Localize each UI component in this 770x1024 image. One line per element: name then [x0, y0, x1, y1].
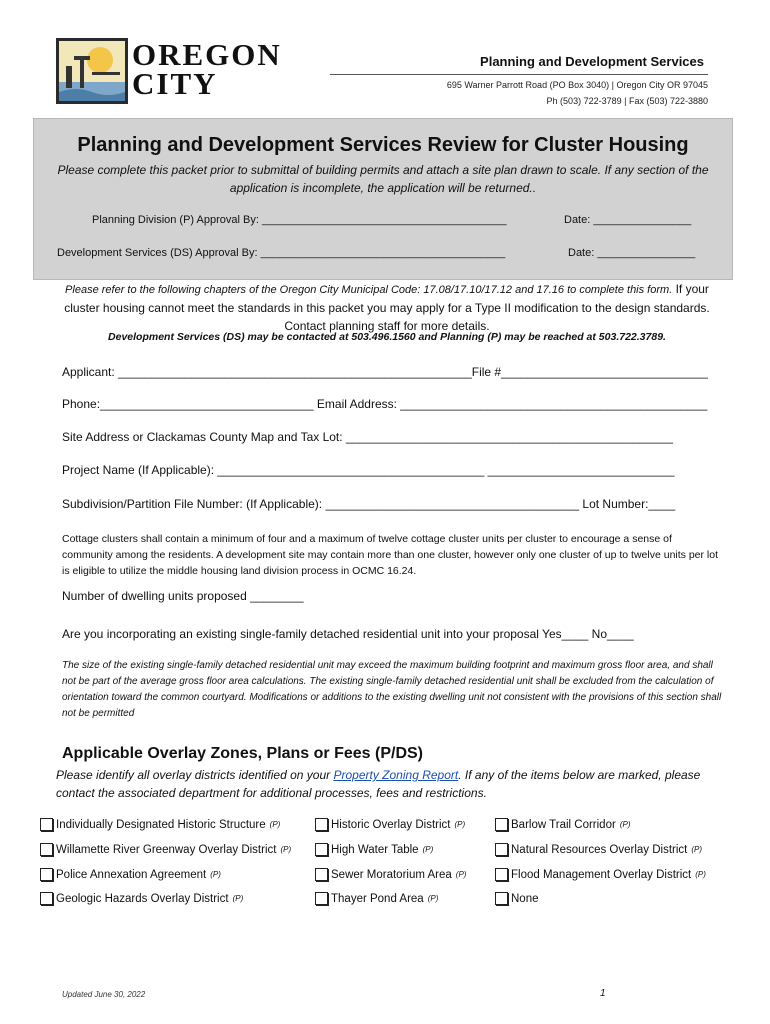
ds-approval-date[interactable]: Date: ________________ [568, 247, 696, 259]
overlay-checkbox-natural-resources[interactable] [495, 843, 702, 856]
overlay-desc-before: Please identify all overlay districts identified on your [56, 768, 334, 782]
checkbox-label: None [511, 892, 539, 905]
overlay-desc-after: . If any of the items below are marked, please contact the associated department for additional processes, fees and restrictions. [56, 768, 701, 800]
incorporating-question[interactable]: Are you incorporating an existing single-family detached residential unit into your proposal Yes____ No____ [62, 627, 634, 641]
checkbox-icon[interactable] [495, 892, 508, 905]
checkbox-tag: (P) [280, 845, 292, 854]
checkbox-label: Barlow Trail Corridor [511, 818, 616, 831]
contact-info: Development Services (DS) may be contacted at 503.496.1560 and Planning (P) may be reached at 503.722.3789. [108, 331, 666, 343]
updated-date: Updated June 30, 2022 [62, 990, 146, 999]
checkbox-icon[interactable] [40, 892, 53, 905]
checkbox-label: High Water Table [331, 843, 419, 856]
page-number: 1 [600, 988, 606, 999]
existing-unit-paragraph: The size of the existing single-family detached residential unit may exceed the maximum building footprint and maximum gross floor area, and shall not be part of the average gross floor area calculations. The existing single-family detached residential unit shall be excluded from the calculation of orientation toward the common courtyard. Modifications or additions to the existing dwelling unit not consistent with the provisions of this section shall not be permitted [62, 660, 722, 719]
department-address: 695 Warner Parrott Road (PO Box 3040) | Oregon City OR 97045 [446, 80, 708, 90]
phone-email-field[interactable]: Phone:________________________________ Email Address: ______________________________________________ [62, 397, 708, 411]
intro-text: Please complete this packet prior to submittal of building permits and attach a site plan drawn to scale. If any section of the application is incomplete, the application will be returned.. [57, 163, 709, 195]
overlay-checkbox-police-annexation[interactable] [40, 868, 221, 881]
subdivision-field[interactable]: Subdivision/Partition File Number: (If Applicable): ______________________________________ Lot Number:____ [62, 497, 676, 511]
code-reference-italic: Please refer to the following chapters of the Oregon City Municipal Code: 17.08/17.10/17.12 and 17.16 to complete this form. [65, 284, 673, 296]
overlay-checkbox-sewer-moratorium[interactable] [315, 868, 466, 881]
checkbox-label: Individually Designated Historic Structure [56, 818, 266, 831]
overlay-checkbox-thayer-pond[interactable] [315, 892, 438, 905]
overlay-checkbox-flood-management[interactable] [495, 868, 706, 881]
checkbox-icon[interactable] [40, 818, 53, 831]
logo-wordmark [132, 37, 282, 101]
overlay-checkbox-willamette-greenway[interactable] [40, 843, 291, 856]
checkbox-icon[interactable] [495, 843, 508, 856]
checkbox-tag: (P) [422, 845, 434, 854]
overlay-checkbox-high-water-table[interactable] [315, 843, 433, 856]
checkbox-label: Flood Management Overlay District [511, 868, 692, 881]
ds-approval-field[interactable]: Development Services (DS) Approval By: ________________________________________ [57, 247, 506, 259]
checkbox-tag: (P) [210, 870, 221, 879]
planning-approval-field[interactable]: Planning Division (P) Approval By: ________________________________________ [92, 214, 507, 226]
overlay-checkbox-barlow-trail[interactable] [495, 818, 630, 831]
units-proposed-field[interactable]: Number of dwelling units proposed ________ [62, 589, 304, 603]
logo-line-1: OREGON [132, 37, 282, 72]
checkbox-icon[interactable] [40, 868, 53, 881]
property-zoning-report-link[interactable]: Property Zoning Report [333, 768, 459, 782]
site-address-field[interactable]: Site Address or Clackamas County Map and Tax Lot: _________________________________________________ [62, 430, 673, 444]
checkbox-tag: (P) [232, 894, 244, 903]
overlay-section-title: Applicable Overlay Zones, Plans or Fees (P/DS) [62, 745, 424, 762]
checkbox-label: Willamette River Greenway Overlay District [56, 843, 277, 856]
checkbox-tag: (P) [269, 820, 281, 829]
overlay-checkbox-historic-district[interactable] [315, 818, 465, 831]
page-title: Planning and Development Services Review for Cluster Housing [77, 134, 689, 156]
checkbox-label: Geologic Hazards Overlay District [56, 892, 229, 905]
header-divider [330, 74, 708, 75]
planning-approval-date[interactable]: Date: ________________ [564, 214, 692, 226]
code-reference-rest: If your cluster housing cannot meet the standards in this packet you may apply for a Type II modification to the design standards. Contact planning staff for more details. [64, 282, 710, 333]
overlay-checkbox-geologic-hazards[interactable] [40, 892, 243, 905]
checkbox-icon[interactable] [315, 892, 328, 905]
overlay-checkbox-none[interactable] [495, 892, 539, 905]
checkbox-icon[interactable] [40, 843, 53, 856]
checkbox-icon[interactable] [495, 868, 508, 881]
checkbox-tag: (P) [691, 845, 703, 854]
checkbox-tag: (P) [427, 894, 439, 903]
project-name-field[interactable]: Project Name (If Applicable): ________________________________________ ____________________________ [62, 463, 675, 477]
checkbox-icon[interactable] [495, 818, 508, 831]
applicant-field[interactable]: Applicant: _____________________________________________________File #_______________________________ [62, 365, 708, 379]
department-phone: Ph (503) 722-3789 | Fax (503) 722-3880 [546, 96, 708, 106]
checkbox-tag: (P) [455, 870, 467, 879]
cottage-cluster-paragraph: Cottage clusters shall contain a minimum of four and a maximum of twelve cottage cluster units per cluster to encourage a sense of community among the residents. A development site may contain more than one cluster, however only one cluster of up to twelve units per lot is eligible to utilize the middle housing land division process in OCMC 16.24. [62, 533, 719, 577]
checkbox-label: Police Annexation Agreement [56, 868, 207, 881]
checkbox-tag: (P) [619, 820, 631, 829]
checkbox-label: Historic Overlay District [331, 818, 451, 831]
checkbox-tag: (P) [695, 870, 706, 879]
code-reference [50, 280, 724, 335]
checkbox-icon[interactable] [315, 843, 328, 856]
checkbox-icon[interactable] [315, 818, 328, 831]
checkbox-tag: (P) [454, 820, 466, 829]
checkbox-icon[interactable] [315, 868, 328, 881]
oregon-city-logo [56, 38, 128, 104]
overlay-checkbox-historic-structure[interactable] [40, 818, 280, 831]
checkbox-label: Thayer Pond Area [331, 892, 424, 905]
checkbox-label: Sewer Moratorium Area [331, 868, 452, 881]
logo-line-2: CITY [132, 66, 218, 101]
department-name: Planning and Development Services [480, 54, 704, 69]
checkbox-label: Natural Resources Overlay District [511, 843, 688, 856]
overlay-description [56, 766, 726, 802]
